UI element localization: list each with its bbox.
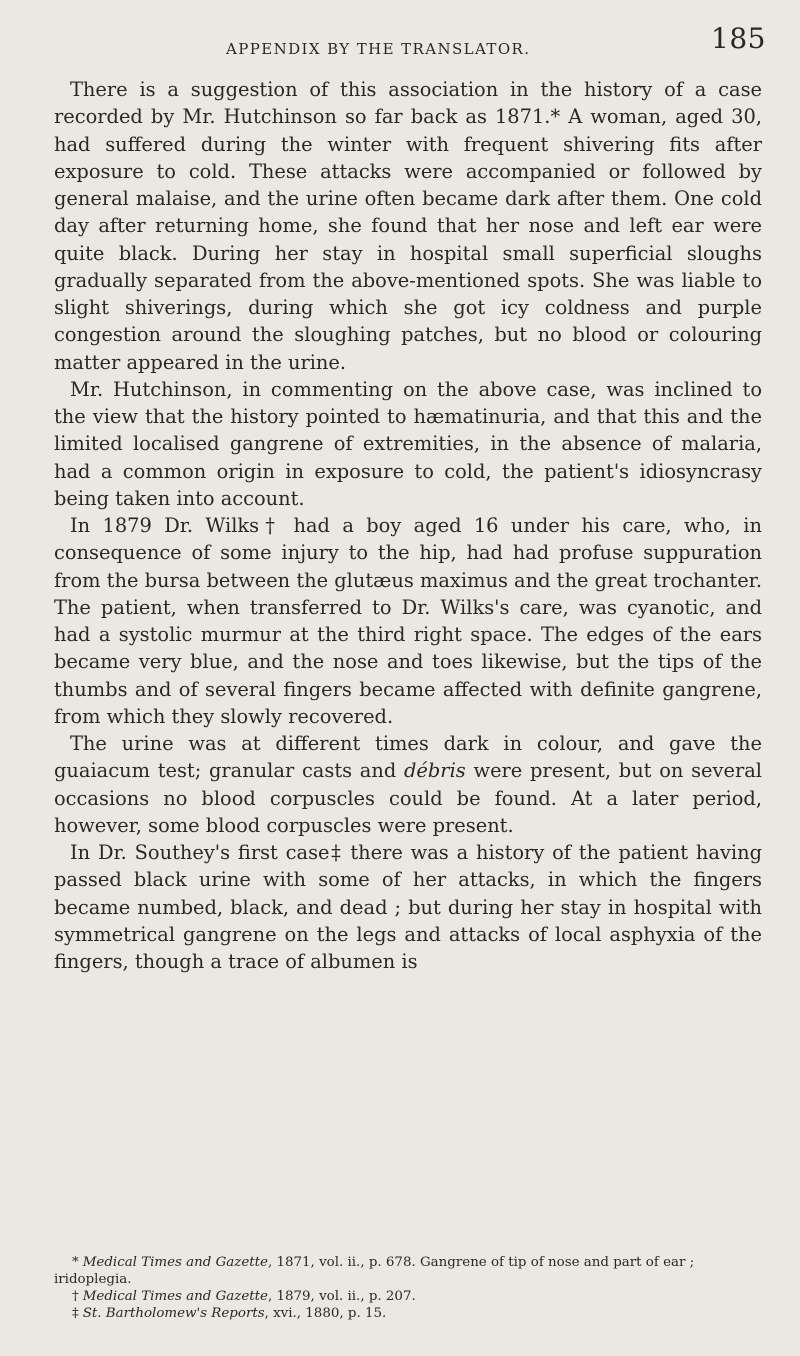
running-title: APPENDIX BY THE TRANSLATOR. bbox=[226, 40, 531, 58]
footnote: † Medical Times and Gazette, 1879, vol. ii., p. 207. bbox=[72, 1289, 416, 1304]
paragraph: In 1879 Dr. Wilks† had a boy aged 16 under his care, who, in consequence of some injury to the hip, had had profuse suppuration from the bursa between the glutæus maximus and the great trochanter. The patient, when transferred to Dr. Wilks's care, was cyanotic, and had a systolic murmur at the third right space. The edges of the ears became very blue, and the nose and toes likewise, but the tips of the thumbs and of several fingers became affected with definite gangrene, from which they slowly recovered. bbox=[54, 514, 762, 728]
running-head bbox=[0, 22, 800, 62]
page-number: 185 bbox=[711, 22, 766, 55]
footnote: ‡ St. Bartholomew's Reports, xvi., 1880, p. 15. bbox=[72, 1306, 387, 1321]
paragraph: The urine was at different times dark in colour, and gave the guaiacum test; granular casts and débris were present, but on several occasions no blood corpuscles could be found. At a later period, however, some blood corpuscles were present. bbox=[54, 732, 762, 837]
footnote-source: Medical Times and Gazette bbox=[82, 1289, 268, 1304]
footnotes bbox=[54, 1254, 762, 1322]
footnote-mark: * bbox=[72, 1255, 79, 1270]
footnote: * Medical Times and Gazette, 1871, vol. ii., p. 678. Gangrene of tip of nose and part of ear ; iridoplegia. bbox=[54, 1255, 695, 1287]
body-text bbox=[54, 76, 762, 975]
footnote-source: Medical Times and Gazette bbox=[82, 1255, 268, 1270]
footnote-mark: † bbox=[72, 1289, 79, 1304]
paragraph: In Dr. Southey's first case‡ there was a history of the patient having passed black urine with some of her attacks, in which the fingers became numbed, black, and dead ; but during her stay in hospital with symmetrical gangrene on the legs and attacks of local asphyxia of the fingers, though a trace of albumen is bbox=[54, 841, 762, 973]
footnote-mark: ‡ bbox=[72, 1306, 79, 1321]
footnote-source: St. Bartholomew's Reports bbox=[82, 1306, 265, 1321]
paragraph: Mr. Hutchinson, in commenting on the above case, was inclined to the view that the history pointed to hæmatinuria, and that this and the limited localised gangrene of extremities, in the absence of malaria, had a common origin in exposure to cold, the patient's idiosyncrasy being taken into account. bbox=[54, 377, 762, 510]
paragraph: There is a suggestion of this association in the history of a case recorded by Mr. Hutchinson so far back as 1871.* A woman, aged 30, had suffered during the winter with frequent shivering fits after exposure to cold. These attacks were accompanied or followed by general malaise, and the urine often became dark after them. One cold day after returning home, she found that her nose and left ear were quite black. During her stay in hospital small superficial sloughs gradually separated from the above-mentioned spots. She was liable to slight shiverings, during which she got icy coldness and purple congestion around the sloughing patches, but no blood or colouring matter appeared in the urine. bbox=[54, 78, 762, 374]
italic-term: débris bbox=[404, 759, 466, 783]
